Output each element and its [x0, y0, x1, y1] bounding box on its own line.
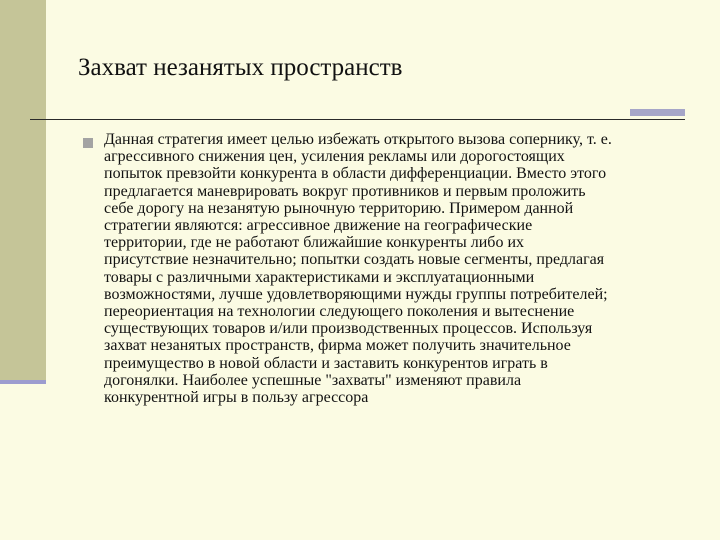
body-line: себе дорогу на незанятую рыночную территорию. Примером данной	[104, 199, 574, 217]
left-decorative-band	[0, 0, 46, 384]
body-line: догонялки. Наиболее успешные "захваты" изменяют правила	[104, 371, 522, 389]
body-line: существующих товаров и/или производственных процессов. Используя	[104, 320, 593, 338]
left-band-accent	[0, 380, 46, 384]
body-line: возможностями, лучше удовлетворяющими нужды группы потребителей;	[104, 285, 608, 303]
slide-title: Захват незанятых пространств	[78, 54, 403, 81]
title-divider	[30, 119, 685, 120]
body-line: Данная стратегия имеет целью избежать открытого вызова сопернику, т. е.	[104, 131, 612, 148]
body-line: территории, где не работают ближайшие конкуренты либо их	[104, 234, 525, 252]
body-line: попыток превзойти конкурента в области дифференциации. Вместо этого	[104, 165, 607, 183]
body-line: предлагается маневрировать вокруг противников и первым проложить	[104, 182, 586, 200]
body-line: захват незанятых пространств, фирма может получить значительное	[104, 337, 571, 355]
body-line: агрессивного снижения цен, усиления рекламы или дорогостоящих	[104, 148, 565, 166]
slide-body-text	[104, 131, 694, 406]
body-line: товары с различными характеристиками и эксплуатационными	[104, 268, 535, 286]
bullet-square-icon	[83, 138, 93, 148]
title-divider-accent	[630, 109, 685, 116]
body-line: преимущество в новой области и заставить конкурентов играть в	[104, 354, 548, 372]
body-line: конкурентной игры в пользу агрессора	[104, 389, 369, 407]
body-line: стратегии являются: агрессивное движение на географические	[104, 217, 533, 235]
body-line: присутствие незначительно; попытки создать новые сегменты, предлагая	[104, 251, 605, 269]
body-line: переориентация на технологии следующего поколения и вытеснение	[104, 303, 575, 321]
